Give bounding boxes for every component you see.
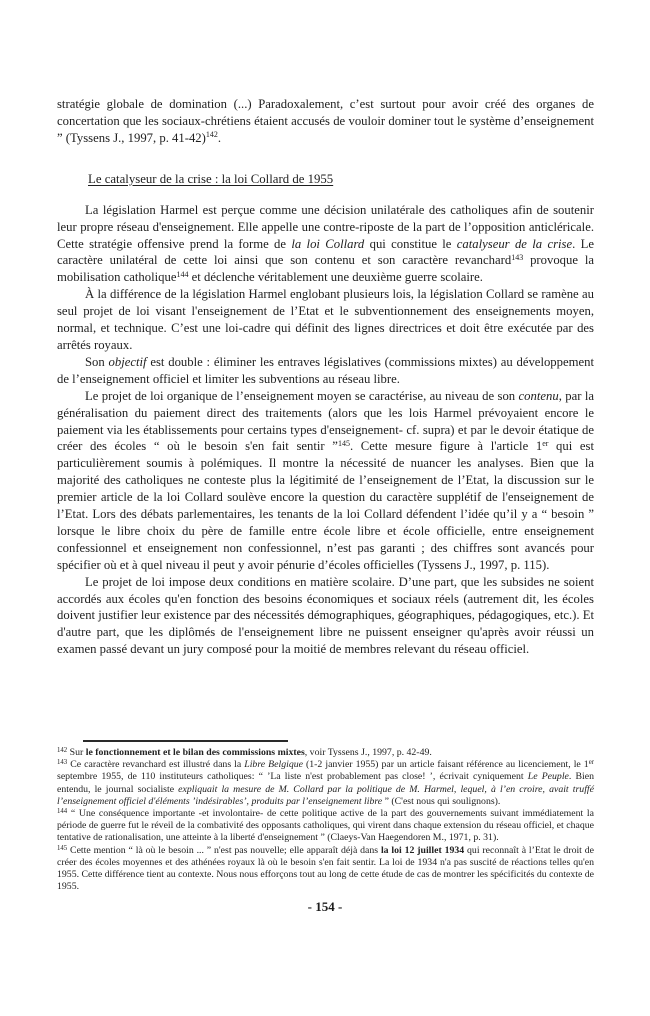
text-segment: la loi Collard: [291, 236, 365, 251]
text-segment: expliquait la mesure de M. Collard par la politique de M. Harmel, lequel, à l’en croire, avait truffé l’enseignement officiel d'éléments ’indésirables’, produits par l’enseignement libre: [57, 783, 594, 807]
text-segment: Libre Belgique: [244, 759, 303, 771]
text-segment: . Bien entendu, le journal socialiste: [57, 771, 594, 795]
footnotes-block: [57, 740, 594, 893]
paragraph: [57, 286, 594, 354]
text-segment: .: [217, 130, 222, 145]
text-segment: provoque la mobilisation catholique: [57, 253, 595, 285]
footnote-separator-rule: [83, 740, 288, 742]
footnote: [57, 808, 594, 845]
text-segment: Sur: [67, 747, 86, 758]
text-segment: objectif: [108, 354, 147, 369]
superscript-ref: 145: [337, 438, 350, 448]
text-segment: . Le caractère unilatéral de cette loi ainsi que son contenu et son caractère revanchard: [57, 236, 594, 268]
text-segment: “ Une conséquence importante -et involontaire- de cette politique active de la part des gouvernements suivant immédiatement la période de guerre fut le réveil de la combativité des opposants catholiques, qui virent dans chaque extension du réseau officiel, et chaque tentative de rationalisation, une atteinte à la liberté d'enseignement ” (Claeys-Van Haegendoren M., 1971, p. 31).: [57, 808, 594, 844]
page-number: - 154 -: [307, 899, 343, 914]
text-segment: Cette mention “ là où le besoin ... ” n'est pas nouvelle; elle apparaît déjà dans: [67, 844, 381, 856]
text-segment: la loi 12 juillet 1934: [380, 844, 465, 856]
text-segment: stratégie globale de domination (...) Paradoxalement, c’est surtout pour avoir créé des organes de concertation que les sociaux-chrétiens étaient accusés de vouloir dominer tout le système d’enseignement ” (Tyssens J., 1997, p. 41-42): [57, 97, 594, 145]
footnote-list: [57, 747, 594, 893]
text-segment: le fonctionnement et le bilan des commissions mixtes: [85, 747, 305, 758]
paragraph-top: [57, 96, 594, 147]
superscript-ref: 142: [205, 130, 218, 140]
superscript-ref: er: [588, 759, 594, 767]
text-segment: (1-2 janvier 1955) par un article faisant référence au licenciement, le 1: [302, 759, 589, 771]
paragraph: [57, 96, 594, 147]
text-segment: Le projet de loi impose deux conditions en matière scolaire. D’une part, que les subsides ne soient accordés aux écoles qu'en fonction des besoins économiques et sociaux réels (autrement dit, les écoles doivent justifier leur existence par des nécessités démographiques, géographiques, pédagogiques, etc.). Et d'autre part, que les diplômés de l'enseignement libre ne puissent enseigner qu'après avoir réussi un examen passé devant un jury composé pour la moitié de membres relevant du réseau officiel.: [57, 574, 594, 657]
text-segment: contenu: [518, 388, 559, 403]
text-segment: À la différence de la législation Harmel englobant plusieurs lois, la législation Collard se ramène au seul projet de loi visant l'enseignement de l’Etat et le subventionnement des enseignements moyen, normal, et technique. C’est une loi-cadre qui définit des lignes directrices et doit être exécutée par des arrêtés royaux.: [57, 287, 594, 352]
text-segment: Le Peuple: [527, 771, 569, 783]
superscript-ref: 144: [176, 269, 189, 279]
text-segment: . Cette mesure figure à l'article 1: [349, 439, 543, 454]
text-segment: Ce caractère revanchard est illustré dans la: [67, 759, 245, 771]
text-segment: est double : éliminer les entraves législatives (commissions mixtes) au développement de l’enseignement officiel et limiter les subventions au réseau libre.: [57, 354, 594, 386]
superscript-ref: er: [542, 438, 549, 448]
footnote-number: 144: [57, 808, 68, 816]
text-segment: La législation Harmel est perçue comme une décision unilatérale des catholiques afin de soutenir leur propre réseau d'enseignement. Elle appelle une contre-riposte de la part de l’opposition anticléricale. Cette stratégie offensive prend la forme de: [57, 202, 594, 251]
body-paragraphs: [57, 202, 594, 658]
text-segment: qui est particulièrement soumis à polémiques. Il montre la nécessité de nuancer les analyses. Bien que la majorité des catholiques ne conteste plus la légitimité de l’enseignement de l’Etat, la discussion sur le premier article de la loi Collard soulève encore la question du caractère supplétif de l'enseignement de l’Etat. Lors des débats parlementaires, les tenants de la loi Collard défendent l’idée qu’il y a “ besoin ” lorsque le libre choix du père de famille entre école libre et école officielle, entre enseignement confessionnel et enseignement non confessionnel, n’est pas garanti ; des chiffres sont avancés pour spécifier où et à quel niveau il peut y avoir pénurie d’écoles officielles (Tyssens J., 1997, p. 115).: [57, 439, 595, 572]
text-segment: Son: [85, 354, 109, 369]
footnote-number: 143: [57, 759, 68, 767]
section-heading: Le catalyseur de la crise : la loi Collard de 1955: [88, 171, 334, 186]
paragraph: [57, 388, 594, 574]
page-body: [57, 96, 594, 658]
paragraph: [57, 354, 594, 388]
footnote-number: 145: [57, 844, 68, 852]
paragraph: [57, 202, 594, 287]
text-segment: qui constitue le: [364, 236, 457, 251]
text-segment: et déclenche véritablement une deuxième guerre scolaire.: [188, 270, 483, 285]
paragraph: [57, 574, 594, 659]
text-segment: , voir Tyssens J., 1997, p. 42-49.: [304, 747, 432, 758]
text-segment: septembre 1955, de 110 instituteurs catholiques: “ ’La liste n'est probablement pas close! ’, écrivait cyniquement: [57, 771, 528, 783]
footnote-number: 142: [57, 747, 68, 754]
text-segment: ” (C'est nous qui soulignons).: [382, 795, 501, 807]
superscript-ref: 143: [511, 252, 524, 262]
text-segment: qui reconnaît à l’Etat le droit de créer des écoles moyennes et des athénées royaux là où le besoin s'en fait sentir. La loi de 1934 n'a pas suscité de réactions telles qu'en 1955. Cette différence tient au contexte. Nous nous efforçons tout au long de cette étude de cas de montrer les spécificités du contexte de 1955.: [57, 844, 595, 893]
text-segment: , par la généralisation du paiement direct des traitements (alors que les lois Harmel prévoyaient encore le paiement via les établissements pour certains types d'enseignement- cf. supra) et par le devoir étatique de créer des écoles “ où le besoin s'en fait sentir ”: [57, 388, 594, 454]
text-segment: catalyseur de la crise: [456, 236, 573, 251]
footnote: [57, 759, 594, 808]
footnote: [57, 747, 594, 759]
footnote: [57, 845, 594, 894]
text-segment: Le projet de loi organique de l’enseignement moyen se caractérise, au niveau de son: [85, 388, 519, 403]
